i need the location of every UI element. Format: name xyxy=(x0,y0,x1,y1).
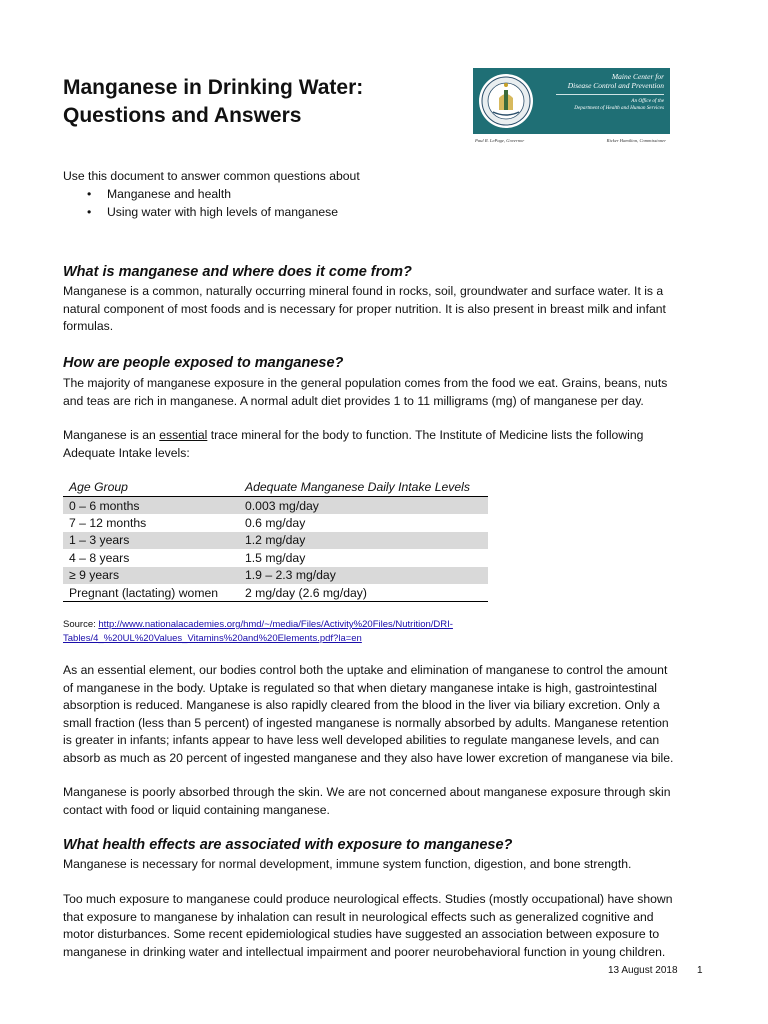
text-line: Manganese is a common, naturally occurring mineral found in rocks, soil, groundwater and surface water. It is a xyxy=(63,284,664,298)
table-cell: 7 – 12 months xyxy=(69,516,147,531)
source-url-line-1: http://www.nationalacademies.org/hmd/~/media/Files/Activity%20Files/Nutrition/DRI- xyxy=(98,619,453,630)
text-line: absorb as much as 20 percent of ingested manganese and they also have lower excretion of manganese via bile. xyxy=(63,750,674,765)
logo-commissioner: Ricker Hamilton, Commissioner xyxy=(606,138,666,143)
table-cell: Pregnant (lactating) women xyxy=(63,584,239,602)
section-heading-what-is: What is manganese and where does it come from? xyxy=(63,264,412,280)
text-line xyxy=(63,427,713,445)
table-row xyxy=(63,497,488,515)
logo-office-line-2: Department of Health and Human Services xyxy=(574,104,664,111)
source-label: Source: xyxy=(63,619,99,630)
intake-table xyxy=(63,478,488,602)
source-citation xyxy=(63,618,703,646)
table-cell: ≥ 9 years xyxy=(63,567,239,584)
logo-governor: Paul R. LePage, Governor xyxy=(475,138,525,143)
table-row xyxy=(63,567,488,584)
text-line: that exposure to manganese by inhalation can result in neurological effects such as generalized cognitive and xyxy=(63,909,654,924)
text-line: The majority of manganese exposure in the general population comes from the food we eat. Grains, beans, nuts xyxy=(63,376,668,390)
text-line: formulas. xyxy=(63,319,114,333)
maine-cdc-logo xyxy=(473,68,670,148)
table-cell: 1 – 3 years xyxy=(63,532,239,549)
table-cell: 1.2 mg/day xyxy=(239,532,488,549)
list-item: • Using water with high levels of manganese xyxy=(63,204,338,222)
section3-paragraph-2 xyxy=(63,891,713,961)
logo-text xyxy=(536,72,664,111)
text-line: motor disturbances. Some recent epidemiological studies have suggested an association between exposure to xyxy=(63,927,660,941)
table-cell: 0 – 6 months xyxy=(63,497,239,515)
section-heading-exposure: How are people exposed to manganese? xyxy=(63,355,344,371)
page-number: 1 xyxy=(697,965,703,976)
section2-paragraph-2 xyxy=(63,427,713,462)
section3-paragraph-1: Manganese is necessary for normal development, immune system function, digestion, and bone strength. xyxy=(63,857,632,871)
table-cell: 0.6 mg/day xyxy=(245,516,306,531)
text-run: trace mineral for the body to function. The Institute of Medicine lists the following xyxy=(207,428,644,442)
text-line: Too much exposure to manganese could produce neurological effects. Studies (mostly occupational) have shown xyxy=(63,892,673,906)
section-heading-health-effects: What health effects are associated with exposure to manganese? xyxy=(63,837,513,853)
source-url-line-2: Tables/4_%20UL%20Values_Vitamins%20and%20Elements.pdf?la=en xyxy=(63,633,362,644)
footer-date: 13 August 2018 xyxy=(608,965,678,976)
logo-footer xyxy=(473,138,670,147)
column-header-age-group: Age Group xyxy=(63,478,239,497)
title-line-1: Manganese in Drinking Water: xyxy=(63,76,364,99)
essential-underlined: essential xyxy=(159,428,208,442)
table-row xyxy=(63,584,488,602)
section2-paragraph-4 xyxy=(63,784,713,819)
section1-paragraph xyxy=(63,283,713,336)
text-line: small fraction (less than 5 percent) of ingested manganese is normally absorbed by adults. Manganese retention xyxy=(63,715,669,730)
table-row xyxy=(63,532,488,549)
list-item: • Manganese and health xyxy=(63,186,338,204)
text-line: contact with food or liquid containing manganese. xyxy=(63,802,330,817)
page-title xyxy=(63,74,363,130)
logo-org-line-2: Disease Control and Prevention xyxy=(567,81,664,90)
logo-office-line-1: An Office of the xyxy=(631,98,664,104)
source-link[interactable] xyxy=(63,619,453,644)
intro-bullet-list xyxy=(63,186,338,221)
text-line: manganese in drinking water and intellectual impairment and poorer neurobehavioral function in young children. xyxy=(63,944,666,959)
intro-text: Use this document to answer common questions about xyxy=(63,169,360,183)
text-line: and teas are rich in manganese. A normal adult diet provides 1 to 11 milligrams (mg) of manganese per day. xyxy=(63,393,644,408)
table-row xyxy=(63,549,488,566)
section2-paragraph-1 xyxy=(63,375,713,410)
text-line: Adequate Intake levels: xyxy=(63,445,190,460)
table-cell: 1.5 mg/day xyxy=(245,550,306,565)
table-cell: 2 mg/day (2.6 mg/day) xyxy=(239,584,488,602)
table-cell: 1.9 – 2.3 mg/day xyxy=(239,567,488,584)
table-header-row xyxy=(63,478,488,497)
text-line: natural component of most foods and is necessary for proper nutrition. It is also present in breast milk and infant xyxy=(63,301,666,316)
section2-paragraph-3 xyxy=(63,662,713,767)
logo-band xyxy=(473,68,670,134)
text-line: of manganese in the body. Uptake is regulated so that when dietary manganese intake is high, gastrointestinal xyxy=(63,680,657,695)
text-line: As an essential element, our bodies control both the uptake and elimination of manganese to control the amount xyxy=(63,663,668,677)
text-run: Manganese is an xyxy=(63,428,160,442)
table-cell: 4 – 8 years xyxy=(69,550,130,565)
table-row xyxy=(63,514,488,531)
text-line: absorption is reduced. Manganese is also rapidly cleared from the blood in the liver via biliary excretion. Only a xyxy=(63,698,660,712)
logo-org-line-1: Maine Center for xyxy=(611,72,664,81)
state-seal-icon xyxy=(477,72,535,130)
table-cell: 0.003 mg/day xyxy=(239,497,488,515)
column-header-intake: Adequate Manganese Daily Intake Levels xyxy=(239,478,488,497)
text-line: is greater in infants; infants appear to have less well developed abilities to regulate manganese levels, and can xyxy=(63,733,660,747)
text-line: Manganese is poorly absorbed through the skin. We are not concerned about manganese exposure through skin xyxy=(63,785,671,799)
logo-divider xyxy=(556,94,664,95)
title-line-2: Questions and Answers xyxy=(63,104,302,127)
